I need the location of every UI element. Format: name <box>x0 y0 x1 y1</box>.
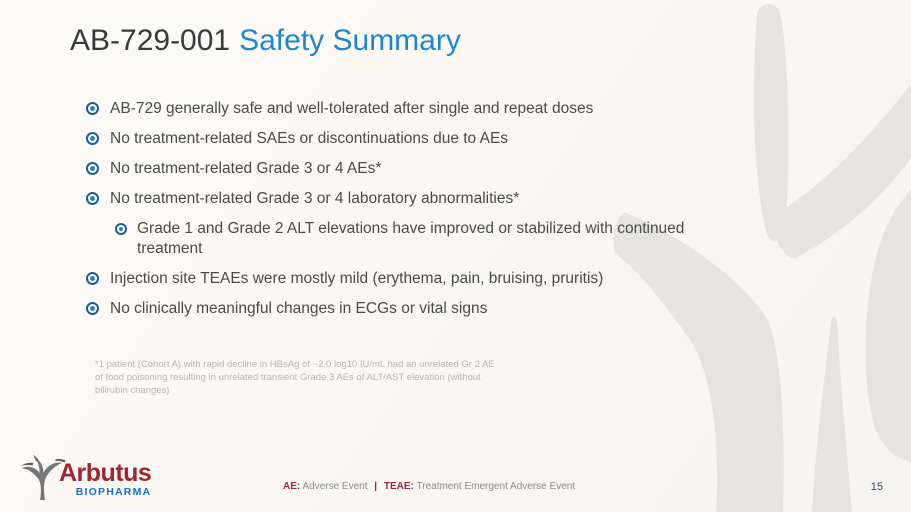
bullet-text: No treatment-related Grade 3 or 4 laboratory abnormalities* <box>110 190 520 207</box>
page-number: 15 <box>870 481 883 493</box>
bullet-text: AB-729 generally safe and well-tolerated after single and repeat doses <box>110 100 594 117</box>
bullet-icon <box>86 192 99 205</box>
footer-separator: | <box>374 481 378 492</box>
watermark-trunk-right <box>865 190 911 462</box>
bullet-icon <box>86 132 99 145</box>
footnote <box>95 358 525 397</box>
bullet-text: No clinically meaningful changes in ECGs or vital signs <box>110 300 488 317</box>
footnote-line: of food poisoning resulting in unrelated transient Grade 3 AEs of ALT/AST elevation (without <box>95 372 481 383</box>
logo-company-name: Arbutus <box>59 459 152 487</box>
footnote-line: bilirubin changes) <box>95 385 170 396</box>
ae-abbrev-label: AE: <box>283 481 301 492</box>
list-sub-item <box>115 219 740 259</box>
ae-abbrev-definition: Adverse Event <box>302 481 368 492</box>
bullet-icon <box>115 223 127 235</box>
list-item <box>86 99 776 119</box>
teae-abbrev-label: TEAE: <box>383 481 414 492</box>
list-item <box>86 299 776 319</box>
bullet-icon <box>86 102 99 115</box>
logo-text <box>59 461 151 498</box>
bullet-icon <box>86 162 99 175</box>
title-highlight: Safety Summary <box>239 24 461 57</box>
company-logo <box>20 452 151 502</box>
bullet-text: No treatment-related SAEs or discontinuations due to AEs <box>110 130 509 147</box>
bullet-text: Grade 1 and Grade 2 ALT elevations have improved or stabilized with continued treatment <box>137 220 685 257</box>
page-title <box>70 24 461 58</box>
teae-abbrev-definition: Treatment Emergent Adverse Event <box>416 481 576 492</box>
watermark-trunk-sliver <box>812 316 852 512</box>
bullet-text: No treatment-related Grade 3 or 4 AEs* <box>110 160 382 177</box>
list-item <box>86 129 776 149</box>
footer-abbreviations <box>283 481 575 492</box>
bullet-icon <box>86 302 99 315</box>
footnote-line: *1 patient (Cohort A) with rapid decline in HBsAg of ~2.0 log10 IU/mL had an unrelated Gr 2 AE <box>95 359 495 370</box>
bullet-text: Injection site TEAEs were mostly mild (erythema, pain, bruising, pruritis) <box>110 270 604 287</box>
list-item <box>86 269 776 289</box>
bullet-list <box>86 99 776 329</box>
list-item <box>86 159 776 179</box>
list-item <box>86 189 776 209</box>
bullet-icon <box>86 272 99 285</box>
title-study-code: AB-729-001 <box>70 24 231 57</box>
logo-tagline: BIOPHARMA <box>75 486 152 498</box>
